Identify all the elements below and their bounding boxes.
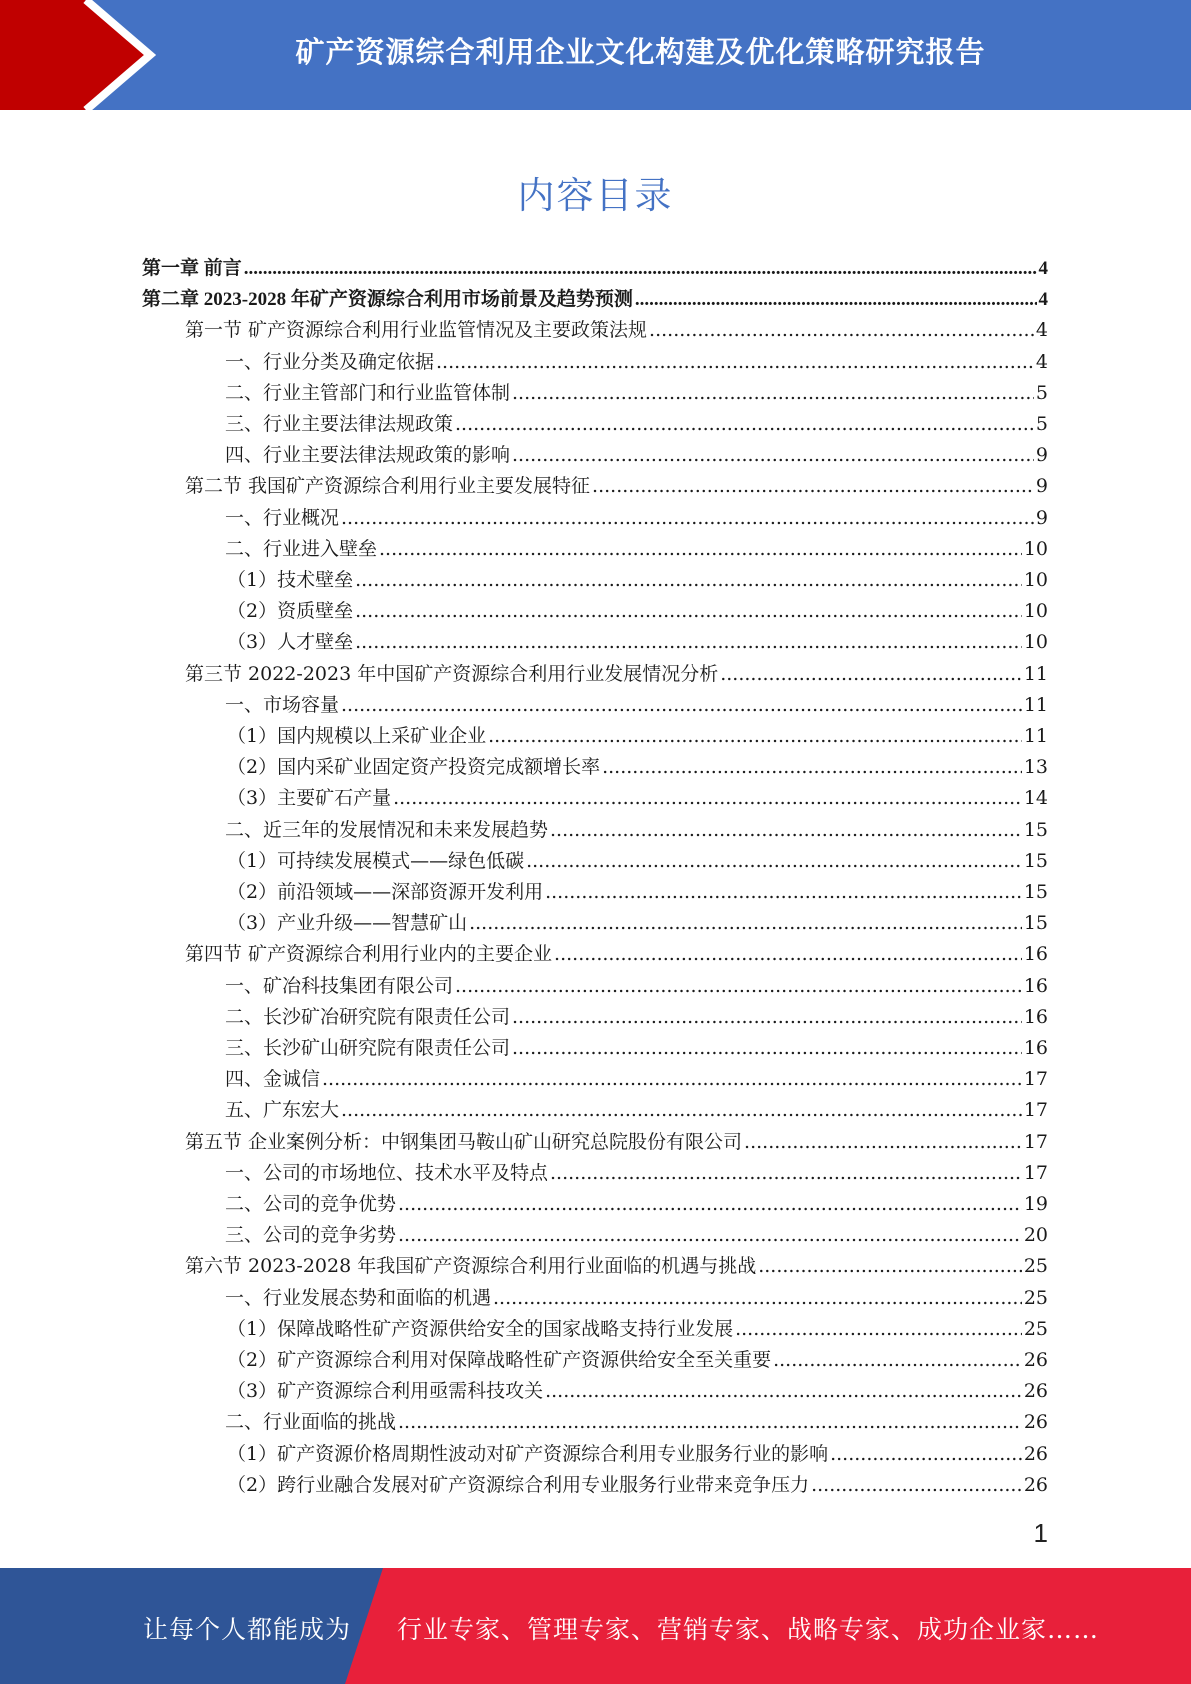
toc-dot-leader <box>493 1283 1022 1314</box>
toc-entry-page: 5 <box>1035 381 1048 404</box>
toc-entry-label: 一、行业概况 <box>225 506 340 529</box>
toc-dot-leader <box>545 1376 1022 1407</box>
toc-entry[interactable] <box>225 378 1048 409</box>
toc-entry-page: 10 <box>1023 569 1048 591</box>
toc-entry-page: 4 <box>1038 258 1048 279</box>
toc-entry-page: 9 <box>1035 506 1048 529</box>
toc-entry-label: 二、长沙矿冶研究院有限责任公司 <box>225 1005 511 1028</box>
toc-entry-label: 第五节 企业案例分析：中钢集团马鞍山矿山研究总院股份有限公司 <box>185 1130 743 1153</box>
toc-entry[interactable] <box>142 253 1048 284</box>
toc-entry-label: 第一章 前言 <box>142 258 242 279</box>
toc-entry-label: 三、公司的竞争劣势 <box>225 1224 397 1247</box>
toc-entry-label: （1）保障战略性矿产资源供给安全的国家战略支持行业发展 <box>227 1317 734 1340</box>
toc-entry-page: 26 <box>1023 1349 1048 1371</box>
toc-entry-label: （2）资质壁垒 <box>227 600 354 623</box>
toc-entry-label: 二、行业进入壁垒 <box>225 537 378 560</box>
toc-dot-leader <box>341 1095 1022 1126</box>
toc-entry[interactable] <box>185 471 1048 502</box>
toc-dot-leader <box>379 534 1022 565</box>
toc-dot-leader <box>512 378 1034 409</box>
toc-entry-page: 14 <box>1023 787 1048 810</box>
toc-entry-page: 26 <box>1023 1442 1048 1465</box>
toc-dot-leader <box>550 815 1022 846</box>
toc-heading: 内容目录 <box>517 174 674 217</box>
toc-entry[interactable] <box>227 1376 1048 1407</box>
toc-entry-page: 10 <box>1023 631 1048 654</box>
toc-entry[interactable] <box>225 815 1048 846</box>
toc-entry[interactable] <box>227 1345 1048 1376</box>
toc-entry-label: （2）国内采矿业固定资产投资完成额增长率 <box>227 756 601 779</box>
toc-entry-page: 16 <box>1023 943 1048 966</box>
toc-entry-page: 16 <box>1023 1037 1048 1059</box>
toc-entry-page: 25 <box>1023 1317 1048 1340</box>
toc-entry[interactable] <box>225 347 1048 378</box>
toc-entry-page: 17 <box>1023 1161 1048 1184</box>
toc-entry-label: （2）前沿领域——深部资源开发利用 <box>227 881 544 903</box>
toc-dot-leader <box>830 1439 1022 1470</box>
toc-entry[interactable] <box>227 1470 1048 1501</box>
toc-entry[interactable] <box>142 284 1048 315</box>
toc-entry-page: 15 <box>1023 849 1048 872</box>
toc-entry[interactable] <box>227 752 1048 783</box>
toc-entry[interactable] <box>225 409 1048 440</box>
toc-entry[interactable] <box>225 1002 1048 1033</box>
toc-dot-leader <box>602 752 1022 783</box>
toc-entry-page: 26 <box>1023 1473 1048 1496</box>
toc-entry[interactable] <box>225 440 1048 471</box>
toc-entry[interactable] <box>227 721 1048 752</box>
header-banner <box>0 0 1191 110</box>
toc-dot-leader <box>735 1314 1022 1345</box>
toc-entry[interactable] <box>225 1220 1048 1251</box>
toc-entry-label: 二、行业面临的挑战 <box>225 1411 397 1434</box>
toc-entry-page: 15 <box>1023 912 1048 935</box>
toc-entry-label: （1）可持续发展模式——绿色低碳 <box>227 849 525 872</box>
toc-dot-leader <box>512 1002 1022 1033</box>
toc-entry[interactable] <box>227 627 1048 658</box>
footer-slogan-left: 让每个人都能成为 <box>143 1615 352 1644</box>
toc-entry[interactable] <box>225 1283 1048 1314</box>
toc-entry-page: 10 <box>1023 537 1048 560</box>
footer-banner <box>0 1568 1191 1684</box>
toc-entry-page: 19 <box>1023 1193 1048 1215</box>
toc-entry-label: （2）矿产资源综合利用对保障战略性矿产资源供给安全至关重要 <box>227 1349 772 1371</box>
toc-entry-label: 第二章 2023-2028 年矿产资源综合利用市场前景及趋势预测 <box>142 289 633 311</box>
toc-dot-leader <box>554 939 1022 970</box>
toc-dot-leader <box>398 1189 1022 1220</box>
toc-entry[interactable] <box>227 1314 1048 1345</box>
toc-entry[interactable] <box>227 877 1048 908</box>
toc-entry-page: 15 <box>1023 881 1048 903</box>
toc-entry-page: 16 <box>1023 1005 1048 1028</box>
toc-entry[interactable] <box>227 565 1048 596</box>
toc-dot-leader <box>341 690 1022 721</box>
toc-entry-page: 4 <box>1038 289 1048 311</box>
toc-entry-label: 第四节 矿产资源综合利用行业内的主要企业 <box>185 943 553 966</box>
toc-entry-page: 11 <box>1023 693 1048 716</box>
toc-entry-label: （1）国内规模以上采矿业企业 <box>227 725 487 747</box>
toc-entry-label: （3）矿产资源综合利用亟需科技攻关 <box>227 1380 544 1403</box>
page-number: 1 <box>1033 1518 1048 1548</box>
toc-entry-page: 20 <box>1023 1224 1048 1247</box>
toc-entry-page: 9 <box>1035 475 1048 498</box>
toc-entry-label: 四、行业主要法律法规政策的影响 <box>225 444 511 467</box>
toc-entry[interactable] <box>185 1127 1048 1158</box>
toc-entry[interactable] <box>227 1439 1048 1470</box>
toc-entry-page: 25 <box>1023 1255 1048 1278</box>
toc-entry-label: 二、行业主管部门和行业监管体制 <box>225 381 511 404</box>
toc-dot-leader <box>526 846 1022 877</box>
toc-entry[interactable] <box>227 846 1048 877</box>
toc-dot-leader <box>550 1158 1022 1189</box>
toc-entry-label: 二、公司的竞争优势 <box>225 1193 397 1215</box>
toc-entry-page: 17 <box>1023 1099 1048 1122</box>
toc-entry[interactable] <box>227 908 1048 939</box>
toc-dot-leader <box>720 659 1022 690</box>
toc-entry-label: 一、行业发展态势和面临的机遇 <box>225 1286 492 1309</box>
toc-entry[interactable] <box>225 503 1048 534</box>
toc-entry[interactable] <box>225 1158 1048 1189</box>
toc-entry[interactable] <box>185 939 1048 970</box>
toc-entry[interactable] <box>227 596 1048 627</box>
toc-entry-page: 11 <box>1023 725 1048 747</box>
toc-entry-page: 25 <box>1023 1286 1048 1309</box>
toc-entry-label: 三、行业主要法律法规政策 <box>225 413 454 435</box>
toc-entry-label: （3）人才壁垒 <box>227 631 354 654</box>
toc-dot-leader <box>512 440 1034 471</box>
toc-dot-leader <box>244 253 1037 284</box>
toc-entry-page: 15 <box>1023 818 1048 841</box>
toc-entry-label: 一、行业分类及确定依据 <box>225 350 435 373</box>
toc-entry[interactable] <box>185 1251 1048 1282</box>
toc-entry-page: 11 <box>1023 662 1048 685</box>
toc-dot-leader <box>512 1033 1022 1064</box>
toc-dot-leader <box>744 1127 1022 1158</box>
toc-entry-label: （2）跨行业融合发展对矿产资源综合利用专业服务行业带来竞争压力 <box>227 1473 810 1496</box>
toc-entry-page: 13 <box>1023 756 1048 779</box>
toc-entry-label: 四、金诚信 <box>225 1068 321 1091</box>
toc-entry[interactable] <box>185 659 1048 690</box>
toc-entry-page: 26 <box>1023 1380 1048 1403</box>
toc-entry-label: 第三节 2022-2023 年中国矿产资源综合利用行业发展情况分析 <box>185 662 719 685</box>
toc-entry-label: 三、长沙矿山研究院有限责任公司 <box>225 1037 511 1059</box>
toc-entry-page: 16 <box>1023 974 1048 997</box>
toc-entry-page: 17 <box>1023 1130 1048 1153</box>
toc-entry[interactable] <box>225 534 1048 565</box>
toc-entry-label: 一、矿冶科技集团有限公司 <box>225 974 454 997</box>
toc-entry-page: 10 <box>1023 600 1048 623</box>
toc-dot-leader <box>355 596 1022 627</box>
toc-entry[interactable] <box>185 315 1048 346</box>
toc-entry-label: 五、广东宏大 <box>225 1099 340 1122</box>
toc-dot-leader <box>635 284 1037 315</box>
toc-entry-label: 第一节 矿产资源综合利用行业监管情况及主要政策法规 <box>185 319 648 342</box>
toc-dot-leader <box>811 1470 1022 1501</box>
footer-slogan-right: 行业专家、管理专家、营销专家、战略专家、成功企业家…… <box>397 1615 1100 1644</box>
toc-entry-page: 5 <box>1035 413 1048 435</box>
toc-entry-label: 一、市场容量 <box>225 693 340 716</box>
toc-dot-leader <box>649 315 1034 346</box>
toc-dot-leader <box>398 1407 1022 1438</box>
toc-entry-label: （3）主要矿石产量 <box>227 787 392 810</box>
toc-entry-label: （1）矿产资源价格周期性波动对矿产资源综合利用专业服务行业的影响 <box>227 1442 829 1465</box>
toc-entry[interactable] <box>225 1095 1048 1126</box>
toc-dot-leader <box>455 409 1034 440</box>
toc-entry-label: （1）技术壁垒 <box>227 569 354 591</box>
toc-entry-label: （3）产业升级——智慧矿山 <box>227 912 468 935</box>
toc-entry[interactable] <box>225 1407 1048 1438</box>
toc-dot-leader <box>455 971 1022 1002</box>
toc-dot-leader <box>469 908 1022 939</box>
toc-entry-page: 9 <box>1035 444 1048 467</box>
toc-entry-page: 26 <box>1023 1411 1048 1434</box>
toc-entry-label: 第六节 2023-2028 年我国矿产资源综合利用行业面临的机遇与挑战 <box>185 1255 757 1278</box>
toc-dot-leader <box>436 347 1034 378</box>
toc-dot-leader <box>758 1251 1022 1282</box>
toc-entry[interactable] <box>225 1064 1048 1095</box>
toc-entry[interactable] <box>225 690 1048 721</box>
toc-entry[interactable] <box>225 1033 1048 1064</box>
toc-entry-page: 17 <box>1023 1068 1048 1091</box>
toc-dot-leader <box>773 1345 1022 1376</box>
toc-dot-leader <box>488 721 1022 752</box>
toc-dot-leader <box>592 471 1034 502</box>
toc-dot-leader <box>393 783 1022 814</box>
toc-dot-leader <box>355 627 1022 658</box>
toc-entry[interactable] <box>225 971 1048 1002</box>
toc-entry-label: 二、近三年的发展情况和未来发展趋势 <box>225 818 549 841</box>
toc-dot-leader <box>398 1220 1022 1251</box>
toc-dot-leader <box>341 503 1034 534</box>
toc-dot-leader <box>355 565 1022 596</box>
toc-entry[interactable] <box>225 1189 1048 1220</box>
toc-entry-page: 4 <box>1035 319 1048 342</box>
report-title: 矿产资源综合利用企业文化构建及优化策略研究报告 <box>295 35 986 69</box>
toc-entry-page: 4 <box>1035 350 1048 373</box>
toc-dot-leader <box>322 1064 1022 1095</box>
toc-dot-leader <box>545 877 1022 908</box>
toc-entry-label: 一、公司的市场地位、技术水平及特点 <box>225 1161 549 1184</box>
toc-entry[interactable] <box>227 783 1048 814</box>
toc-entry-label: 第二节 我国矿产资源综合利用行业主要发展特征 <box>185 475 591 498</box>
